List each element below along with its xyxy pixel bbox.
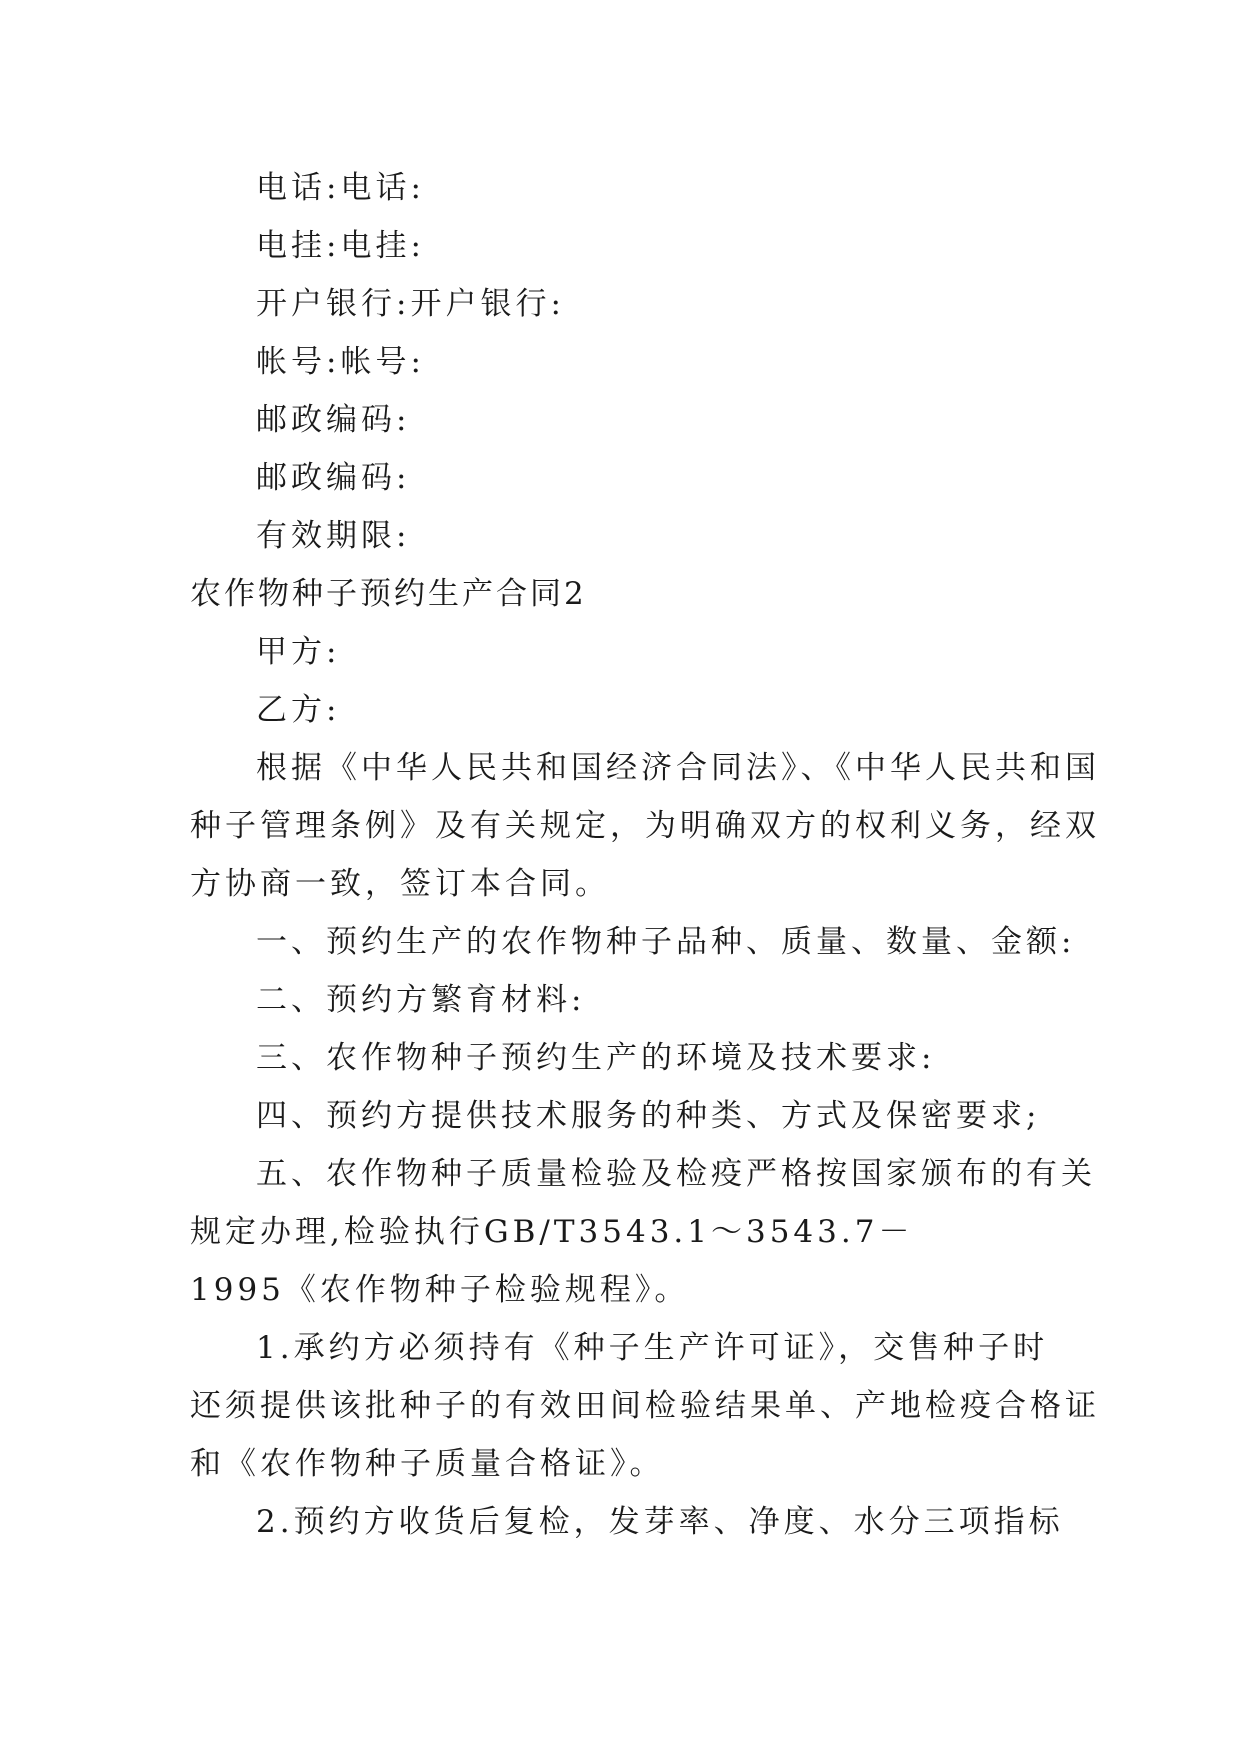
sub-clause-line: 和《农作物种子质量合格证》。 xyxy=(190,1446,665,1482)
clause-line: 一、预约生产的农作物种子品种、质量、数量、金额: xyxy=(256,924,1076,960)
clause-line: 四、预约方提供技术服务的种类、方式及保密要求; xyxy=(256,1098,1041,1134)
clause-line: 1995《农作物种子检验规程》。 xyxy=(190,1272,690,1308)
party-b-line: 乙方: xyxy=(256,692,341,728)
clause-line: 规定办理,检验执行GB/T3543.1～3543.7－ xyxy=(190,1214,914,1250)
paragraph-line: 方协商一致，签订本合同。 xyxy=(190,866,610,902)
paragraph-line: 根据《中华人民共和国经济合同法》、《中华人民共和国 xyxy=(256,750,1100,786)
clause-line: 三、农作物种子预约生产的环境及技术要求: xyxy=(256,1040,936,1076)
postal-code-line: 邮政编码: xyxy=(256,402,411,438)
postal-code-line: 邮政编码: xyxy=(256,460,411,496)
telegraph-line: 电挂:电挂: xyxy=(256,228,425,264)
sub-clause-line: 1.承约方必须持有《种子生产许可证》，交售种子时 xyxy=(256,1330,1049,1366)
phone-line: 电话:电话: xyxy=(256,170,425,206)
paragraph-line: 种子管理条例》及有关规定，为明确双方的权利义务，经双 xyxy=(190,808,1100,844)
clause-line: 二、预约方繁育材料: xyxy=(256,982,586,1018)
sub-clause-line: 2.预约方收货后复检，发芽率、净度、水分三项指标 xyxy=(256,1504,1064,1540)
bank-line: 开户银行:开户银行: xyxy=(256,286,565,322)
contract-title: 农作物种子预约生产合同2 xyxy=(190,576,587,612)
clause-line: 五、农作物种子质量检验及检疫严格按国家颁布的有关 xyxy=(256,1156,1096,1192)
account-line: 帐号:帐号: xyxy=(256,344,425,380)
validity-line: 有效期限: xyxy=(256,518,411,554)
party-a-line: 甲方: xyxy=(256,634,341,670)
sub-clause-line: 还须提供该批种子的有效田间检验结果单、产地检疫合格证 xyxy=(190,1388,1100,1424)
